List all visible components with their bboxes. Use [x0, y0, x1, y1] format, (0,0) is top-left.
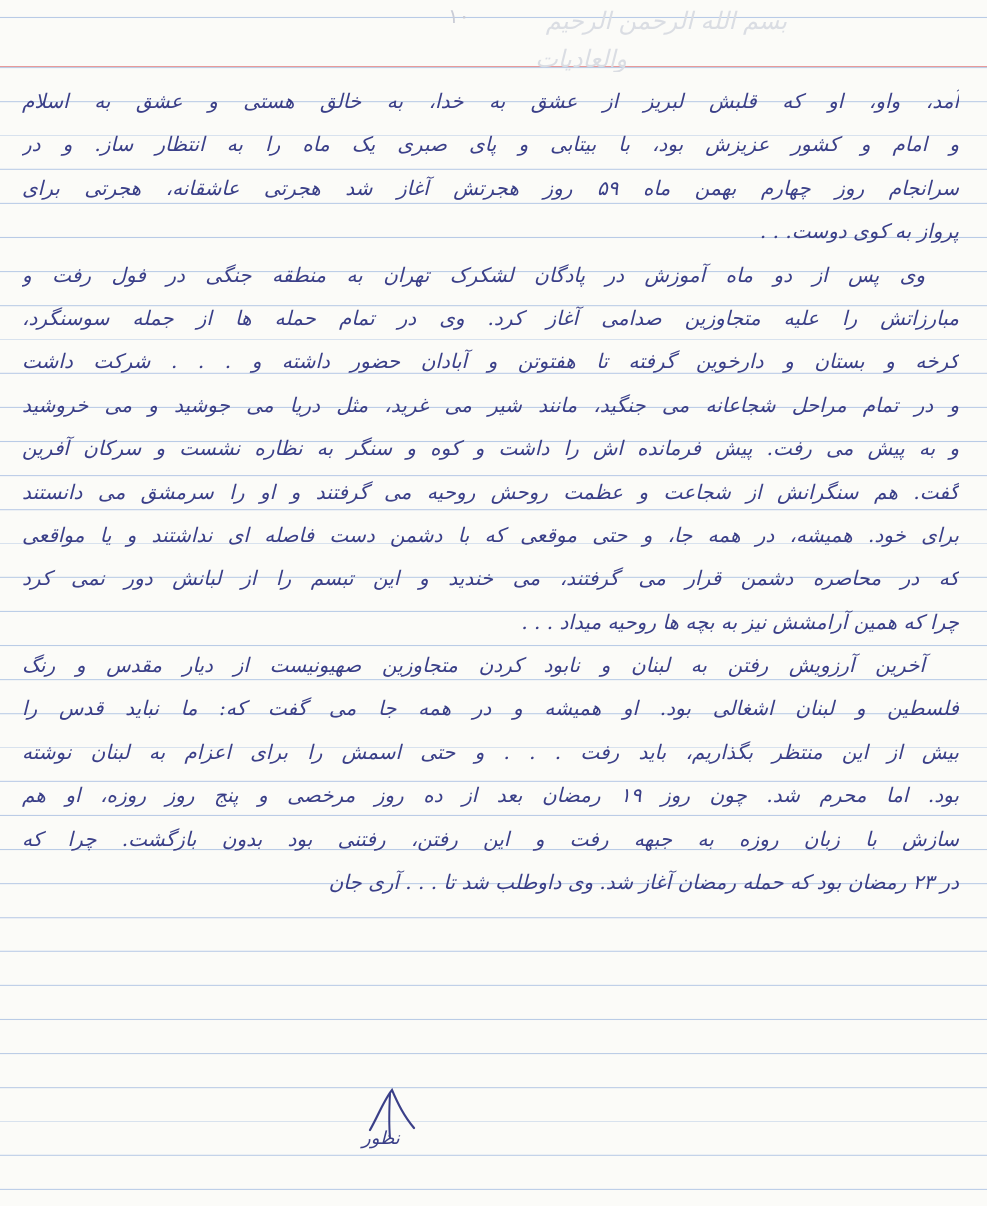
text-line: که در محاصره دشمن قرار می گرفتند، می خندید و این تبسم را از لبانش دور نمی کرد — [22, 566, 959, 591]
signature-text: نظور — [362, 1128, 400, 1149]
text-line: پرواز به کوی دوست. . . — [759, 219, 959, 244]
text-line: مبارزاتش را علیه متجاوزین صدامی آغاز کرد. وی در تمام حمله ها از جمله سوسنگرد، — [22, 305, 959, 330]
text-line: گفت. هم سنگرانش از شجاعت و عظمت روحش روحیه می گرفتند و او را سرمشق می دانستند — [22, 479, 959, 504]
text-line: سرانجام روز چهارم بهمن ماه ۵۹ روز هجرتش آغاز شد هجرتی عاشقانه، هجرتی برای — [22, 175, 959, 200]
page-number: ۱۰ — [448, 4, 470, 28]
text-line: بیش از این منتظر بگذاریم، باید رفت . . . و حتی اسمش را برای اعزام به لبنان نوشته — [22, 739, 959, 764]
text-line: و به پیش می رفت. پیش فرمانده اش را داشت و کوه و سنگر به نظاره نشست و سرکان آفرین — [22, 436, 959, 461]
text-line: آخرین آرزویش رفتن به لبنان و نابود کردن متجاوزین صهیونیست از دیار مقدس و رنگ — [22, 653, 925, 678]
text-line: برای خود. همیشه، در همه جا، و حتی موقعی که با دشمن دست فاصله ای نداشتند و یا مواقعی — [22, 522, 959, 547]
text-line: و امام و کشور عزیزش بود، با بیتابی و پای صبری یک ماه را به انتظار ساز. و در — [22, 132, 959, 157]
text-line: چرا که همین آرامشش نیز به بچه ها روحیه میداد . . . — [521, 609, 959, 634]
faded-header — [90, 2, 787, 72]
faded-header-line: والعادیات — [535, 45, 627, 72]
text-line: وی پس از دو ماه آموزش در پادگان لشکرک تهران به منطقه جنگی در فول رفت و — [22, 262, 925, 287]
text-line: آمد، واو، او که قلبش لبریز از عشق به خدا، به خالق هستی و عشق به اسلام — [22, 89, 959, 113]
text-line: بود. اما محرم شد. چون روز ۱۹ رمضان بعد از ده روز مرخصی و پنج روز روزه، او هم — [22, 783, 959, 808]
text-line: و در تمام مراحل شجاعانه می جنگید، مانند شیر می غرید، مثل دریا می جوشید و می خروشید — [22, 392, 959, 417]
text-line: سازش با زبان روزه به جبهه رفت و این رفتن، رفتنی بود بدون بازگشت. چرا که — [22, 826, 959, 851]
text-line: در ۲۳ رمضان بود که حمله رمضان آغاز شد. وی داوطلب شد تا . . . آری جان — [328, 870, 959, 895]
text-line: فلسطین و لبنان اشغالی بود. او همیشه و در همه جا می گفت که: ما نباید قدس را — [22, 696, 959, 721]
text-line: کرخه و بستان و دارخوین گرفته تا هفتوتن و آبادان حضور داشته و . . . شرکت داشت — [22, 349, 959, 374]
faded-header-line: بسم الله الرحمن الرحیم — [545, 7, 787, 35]
handwritten-body — [22, 80, 959, 904]
signature-mark — [362, 1082, 422, 1162]
